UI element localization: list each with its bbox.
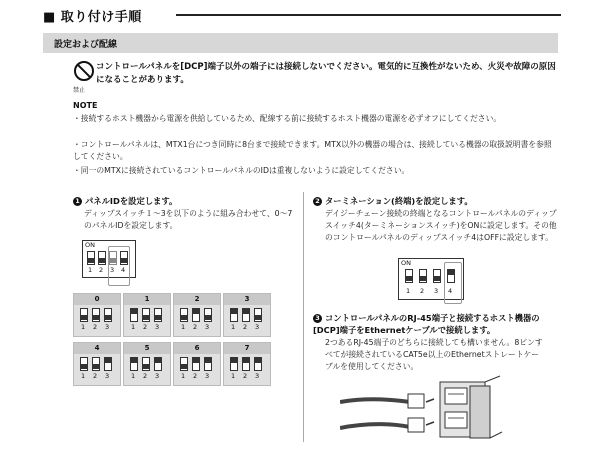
step1-title-text: パネルIDを設定します。	[85, 196, 178, 206]
id-dip-switch	[92, 357, 100, 371]
id-dip-switch	[180, 308, 188, 322]
section-bar	[43, 33, 558, 53]
id-dip-number: 1	[181, 372, 186, 380]
dip-highlight-box	[444, 262, 462, 304]
step1-body: ディップスイッチ１～3を以下のように組み合わせて、0～7のパネルIDを設定します。	[84, 209, 293, 230]
id-dip-number: 1	[231, 372, 236, 380]
page-heading: ■ 取り付け手順	[43, 10, 142, 25]
panel-id-cell	[173, 293, 221, 337]
section-title: 設定および配線	[54, 40, 118, 50]
id-dip-switch	[142, 308, 150, 322]
panel-id-label: 5	[124, 343, 170, 354]
id-dip-number: 1	[131, 323, 136, 331]
id-dip-switch	[230, 357, 238, 371]
dip-number: 4	[448, 287, 453, 295]
id-dip-number: 3	[205, 372, 210, 380]
dip-on-label: ON	[401, 259, 411, 267]
id-dip-number: 3	[205, 323, 210, 331]
id-dip-switch	[80, 357, 88, 371]
id-dip-number: 2	[93, 372, 98, 380]
step2-body: デイジーチェーン接続の終端となるコントロールパネルのディップスイッチ4(ターミネーションスイッチ)をONに設定します。その他のコントロールパネルのディップスイッチ4はOFFに設定します。	[325, 209, 557, 242]
dip-switch-2	[419, 269, 427, 283]
id-dip-switch	[92, 308, 100, 322]
dip-number: 3	[110, 266, 115, 274]
dip-highlight-box	[108, 246, 130, 286]
note-item: ・同一のMTXに接続されているコントロールパネルのIDは重複しないように設定してください。	[73, 166, 410, 175]
dip-switch-1	[87, 251, 95, 265]
panel-id-label: 3	[224, 294, 270, 305]
id-dip-number: 3	[105, 372, 110, 380]
id-dip-switch	[192, 308, 200, 322]
step1-title	[73, 195, 177, 207]
step2-number: 2	[313, 197, 322, 206]
prohibition-icon	[73, 60, 95, 82]
id-dip-number: 3	[155, 323, 160, 331]
step3-title	[313, 312, 558, 336]
heading-rule	[176, 14, 561, 16]
id-dip-switch	[80, 308, 88, 322]
panel-id-cell	[223, 342, 271, 386]
id-dip-switch	[180, 357, 188, 371]
panel-id-cell	[123, 293, 171, 337]
panel-id-cell	[73, 293, 121, 337]
id-dip-switch	[242, 357, 250, 371]
column-divider	[303, 192, 304, 442]
dip-number: 1	[406, 287, 411, 295]
id-dip-switch	[142, 357, 150, 371]
dip-on-label: ON	[85, 241, 95, 249]
dip-number: 1	[88, 266, 93, 274]
step2-title	[313, 195, 473, 207]
id-dip-switch	[130, 357, 138, 371]
dip-switch-1	[405, 269, 413, 283]
id-dip-switch	[242, 308, 250, 322]
id-dip-number: 2	[243, 323, 248, 331]
id-dip-number: 3	[105, 323, 110, 331]
step3-number: 3	[313, 314, 322, 323]
step2-title-text: ターミネーション(終端)を設定します。	[325, 196, 473, 206]
id-dip-number: 3	[255, 323, 260, 331]
id-dip-switch	[204, 357, 212, 371]
panel-id-cell	[123, 342, 171, 386]
warning-text: コントロールパネルを[DCP]端子以外の端子には接続しないでください。電気的に互換性がないため、火災や故障の原因になることがあります。	[96, 62, 556, 85]
dip-number: 3	[434, 287, 439, 295]
panel-id-cell	[223, 293, 271, 337]
id-dip-number: 1	[81, 372, 86, 380]
step3-title-text: コントロールパネルのRJ-45端子と接続するホスト機器の[DCP]端子をEthernetケーブルで接続します。	[313, 313, 540, 335]
dip-number: 2	[420, 287, 425, 295]
id-dip-switch	[192, 357, 200, 371]
prohibition-label: 禁止	[73, 87, 86, 94]
panel-id-label: 2	[174, 294, 220, 305]
dip-number: 2	[99, 266, 104, 274]
note-item: ・接続するホスト機器から電源を供給しているため、配線する前に接続するホスト機器の電源を必ずオフにしてください。	[73, 114, 502, 123]
id-dip-switch	[104, 357, 112, 371]
ethernet-cable-illustration	[340, 372, 505, 442]
step1-number: 1	[73, 197, 82, 206]
dip-number: 4	[121, 266, 126, 274]
panel-id-cell	[73, 342, 121, 386]
id-dip-number: 3	[255, 372, 260, 380]
id-dip-switch	[230, 308, 238, 322]
id-dip-switch	[204, 308, 212, 322]
panel-id-label: 6	[174, 343, 220, 354]
id-dip-switch	[254, 308, 262, 322]
id-dip-switch	[254, 357, 262, 371]
step3-body: 2つあるRJ-45端子のどちらに接続しても構いません。8ピンすべてが接続されているCAT5e以上のEthernetストレートケーブルを使用してください。	[325, 338, 543, 371]
id-dip-number: 1	[231, 323, 236, 331]
panel-id-label: 1	[124, 294, 170, 305]
panel-id-label: 0	[74, 294, 120, 305]
id-dip-number: 2	[243, 372, 248, 380]
panel-id-label: 4	[74, 343, 120, 354]
dip-switch-2	[98, 251, 106, 265]
id-dip-number: 3	[155, 372, 160, 380]
panel-id-cell	[173, 342, 221, 386]
panel-id-label: 7	[224, 343, 270, 354]
id-dip-number: 1	[131, 372, 136, 380]
id-dip-number: 2	[143, 372, 148, 380]
id-dip-switch	[130, 308, 138, 322]
dip-switch-3	[433, 269, 441, 283]
id-dip-number: 2	[193, 372, 198, 380]
id-dip-number: 1	[181, 323, 186, 331]
id-dip-switch	[154, 308, 162, 322]
note-item: ・コントロールパネルは、MTX1台につき同時に8台まで接続できます。MTX以外の機器の場合は、接続している機器の取扱説明書を参照してください。	[73, 140, 552, 161]
id-dip-switch	[154, 357, 162, 371]
id-dip-number: 1	[81, 323, 86, 331]
id-dip-number: 2	[193, 323, 198, 331]
note-title: NOTE	[73, 101, 98, 110]
id-dip-number: 2	[93, 323, 98, 331]
id-dip-number: 2	[143, 323, 148, 331]
id-dip-switch	[104, 308, 112, 322]
